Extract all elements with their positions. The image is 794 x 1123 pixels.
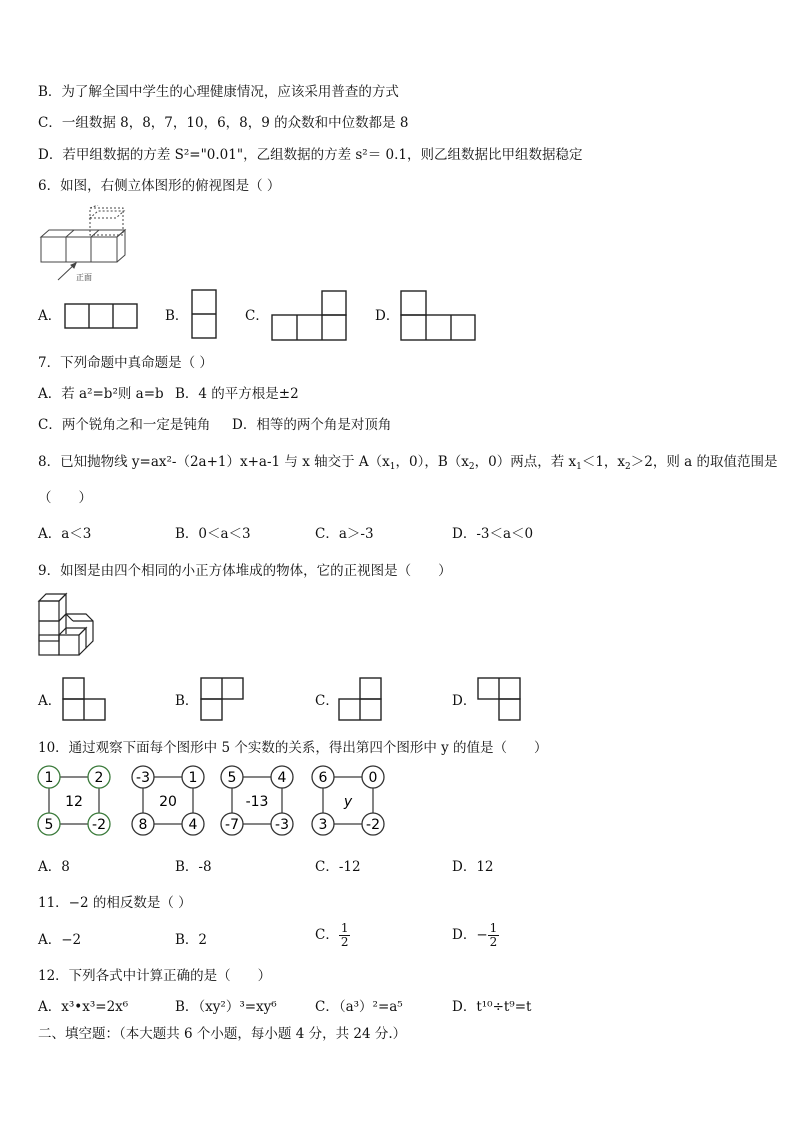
q8-option-c: C．a＞-3: [315, 526, 374, 542]
center-value: y: [343, 794, 353, 810]
q10-option-d: D．12: [452, 859, 494, 875]
front-label: 正面: [76, 273, 92, 282]
q9-option-d-label: D．: [452, 693, 477, 709]
q9-option-d-figure: [477, 677, 523, 723]
q9-option-b-label: B．: [175, 693, 199, 709]
circle-value-bl: 3: [318, 817, 328, 833]
q6-option-d-figure: [400, 290, 478, 342]
q9-option-a-figure: [62, 677, 108, 723]
q10-figure-2: [130, 764, 214, 836]
q6-option-b-figure: [191, 289, 219, 341]
circle-value-tl: -3: [136, 770, 150, 786]
circle-value-bl: -7: [225, 817, 239, 833]
q7-option-b: B．4 的平方根是±2: [175, 386, 299, 402]
circle-value-br: -3: [275, 817, 289, 833]
q9-cube-stack-figure: [36, 590, 100, 660]
q8-option-d: D．-3＜a＜0: [452, 526, 534, 542]
q9-option-a-label: A．: [38, 693, 62, 709]
q12-option-a: A．x³•x³=2x⁶: [38, 999, 129, 1015]
circle-value-tr: 1: [188, 770, 198, 786]
q8-option-a: A．a＜3: [38, 526, 92, 542]
q10-figure-1: [36, 764, 120, 836]
question-8-stem: 8．已知抛物线 y=ax²-（2a+1）x+a-1 与 x 轴交于 $A(x_1$，0），$B(x_2$，0）两点，若 $x_1<1$，$x_2>2$，则 a 的取值范围是: [38, 454, 778, 472]
q6-option-b-label: B．: [165, 308, 189, 324]
q12-option-b: B．（xy²）³=xy⁶: [175, 999, 277, 1015]
question-6-stem: 6．如图，右侧立体图形的俯视图是（ ）: [38, 178, 281, 194]
center-value: 12: [65, 794, 83, 810]
q12-option-d: D．t¹⁰÷t⁹=t: [452, 999, 532, 1015]
q7-option-a: A．若 a²=b²则 a=b: [38, 386, 164, 402]
circle-value-bl: 8: [138, 817, 148, 833]
circle-value-tl: 5: [227, 770, 237, 786]
q10-option-c: C．-12: [315, 859, 361, 875]
q11-option-c: C． $\frac{1}{2}$: [315, 921, 349, 949]
question-9-stem: 9．如图是由四个相同的小正方体堆成的物体，它的正视图是（ ）: [38, 563, 452, 579]
q11-option-b: B．2: [175, 932, 208, 948]
q6-option-c-figure: [271, 290, 349, 342]
option-b-prev: B．为了解全国中学生的心理健康情况，应该采用普查的方式: [38, 84, 399, 100]
q9-option-b-figure: [200, 677, 246, 723]
circle-value-br: -2: [92, 817, 106, 833]
question-11-stem: 11．−2 的相反数是（ ）: [38, 895, 192, 911]
q10-option-a: A．8: [38, 859, 70, 875]
circle-value-br: -2: [366, 817, 380, 833]
question-12-stem: 12．下列各式中计算正确的是（ ）: [38, 968, 272, 984]
center-value: -13: [245, 794, 269, 810]
circle-value-tr: 0: [368, 770, 378, 786]
question-8-paren: （ ）: [38, 490, 92, 506]
option-d-prev: D．若甲组数据的方差 S²="0.01"，乙组数据的方差 s²＝ 0.1，则乙组数据比甲组数据稳定: [38, 147, 583, 163]
q6-option-d-label: D．: [375, 308, 400, 324]
q10-option-b: B．-8: [175, 859, 212, 875]
circle-value-tr: 4: [277, 770, 287, 786]
q9-option-c-figure: [338, 677, 384, 723]
q11-option-d: D．− $\frac{1}{2}$: [452, 921, 498, 949]
circle-value-bl: 5: [44, 817, 54, 833]
q6-option-a-figure: [64, 302, 140, 330]
section-2-heading: 二、填空题：（本大题共 6 个小题，每小题 4 分，共 24 分.）: [38, 1026, 407, 1042]
q9-option-c-label: C．: [315, 693, 339, 709]
q6-solid-figure: [38, 205, 133, 285]
circle-value-tr: 2: [94, 770, 104, 786]
q6-option-a-label: A．: [38, 308, 62, 324]
q12-option-c: C．（a³）²=a⁵: [315, 999, 403, 1015]
q6-option-c-label: C．: [245, 308, 269, 324]
circle-value-tl: 1: [44, 770, 54, 786]
question-10-stem: 10．通过观察下面每个图形中 5 个实数的关系，得出第四个图形中 y 的值是（ ）: [38, 740, 548, 756]
circle-value-tl: 6: [318, 770, 328, 786]
q7-option-c: C．两个锐角之和一定是钝角: [38, 417, 211, 433]
q10-figure-3: [219, 764, 303, 836]
q10-figure-4: [310, 764, 394, 836]
circle-value-br: 4: [188, 817, 198, 833]
center-value: 20: [159, 794, 177, 810]
q7-option-d: D．相等的两个角是对顶角: [232, 417, 392, 433]
option-c-prev: C．一组数据 8，8，7，10，6，8，9 的众数和中位数都是 8: [38, 115, 409, 131]
q8-option-b: B．0＜a＜3: [175, 526, 251, 542]
question-7-stem: 7．下列命题中真命题是（ ）: [38, 355, 213, 371]
q11-option-a: A．−2: [38, 932, 82, 948]
